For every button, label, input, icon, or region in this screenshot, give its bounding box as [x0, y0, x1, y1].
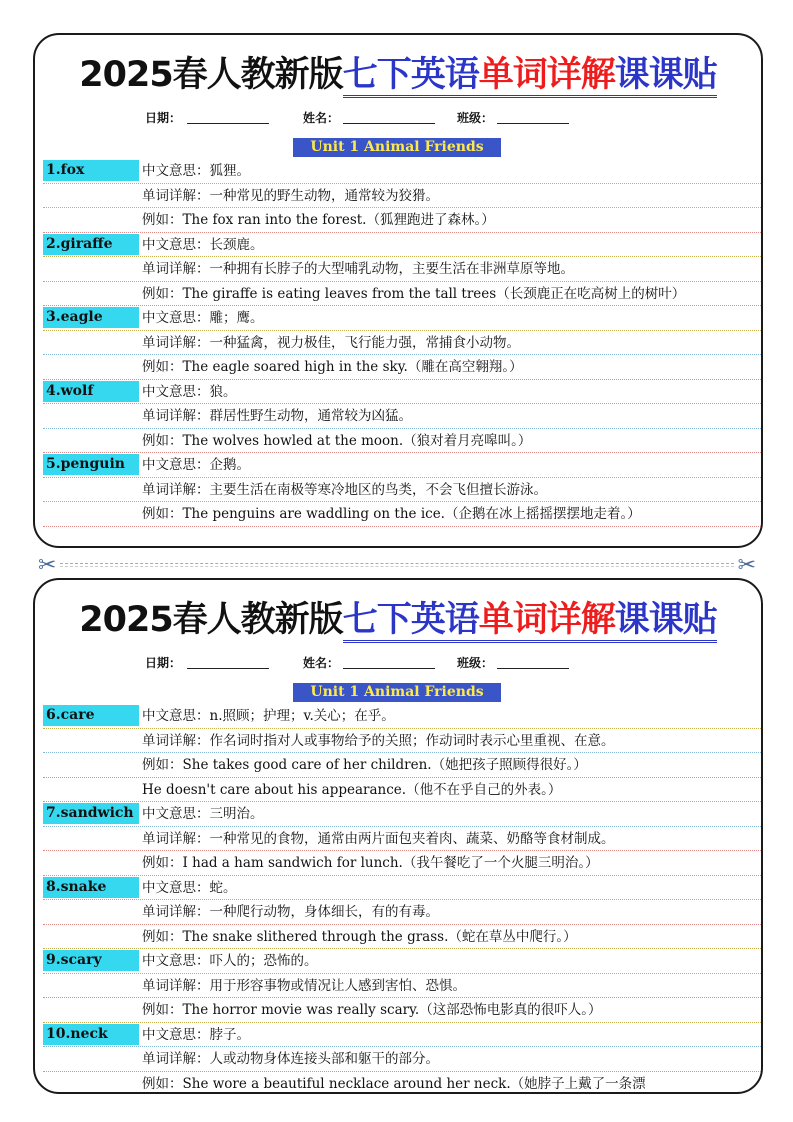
- explanation-text: 单词详解：作名词时指对人或事物给予的关照；作动词时表示心里重视、在意。: [142, 732, 615, 749]
- unit-banner: Unit 1 Animal Friends: [293, 138, 501, 157]
- entry-row: [43, 1047, 761, 1072]
- entry-row: [43, 1023, 761, 1048]
- name-blank[interactable]: [343, 668, 435, 669]
- entry-row: [43, 925, 761, 950]
- explanation-text: 单词详解：群居性野生动物，通常较为凶猛。: [142, 408, 412, 424]
- example-text: 例如：The penguins are waddling on the ice.（企鹅在冰上摇摇摆摆地走着。）: [142, 506, 641, 522]
- meaning-text: 中文意思：蛇。: [142, 879, 237, 896]
- word-list-2: [43, 704, 761, 1094]
- meaning-text: 中文意思：企鹅。: [142, 457, 250, 473]
- vocab-word: 4.wolf: [43, 381, 139, 402]
- dashed-divider: [60, 563, 734, 567]
- entry-row: [43, 802, 761, 827]
- date-label: 日期：: [145, 656, 182, 670]
- title-part-black: 2025春人教新版: [79, 600, 343, 640]
- example-text: 例如：The giraffe is eating leaves from the tall trees（长颈鹿正在吃高树上的树叶）: [142, 285, 686, 302]
- date-blank[interactable]: [187, 668, 269, 669]
- entry-row: [43, 949, 761, 974]
- entry-row: [43, 478, 761, 503]
- explanation-text: 单词详解：一种猛禽，视力极佳，飞行能力强，常捕食小动物。: [142, 334, 520, 351]
- class-blank[interactable]: [497, 668, 569, 669]
- vocab-card-1: [33, 33, 763, 548]
- cut-line: [38, 553, 756, 578]
- example-text: 例如：I had a ham sandwich for lunch.（我午餐吃了一个火腿三明治。）: [142, 855, 599, 871]
- info-fields-2: [145, 652, 761, 674]
- example-text: He doesn't care about his appearance.（他不在乎自己的外表。）: [142, 781, 562, 798]
- date-label: 日期：: [145, 111, 182, 125]
- entry-row: [43, 876, 761, 901]
- explanation-text: 单词详解：人或动物身体连接头部和躯干的部分。: [142, 1051, 439, 1067]
- scissors-icon: ✂: [38, 553, 57, 578]
- meaning-text: 中文意思：吓人的；恐怖的。: [142, 953, 318, 969]
- example-text: 例如：The eagle soared high in the sky.（雕在高空翱翔。）: [142, 359, 523, 375]
- vocab-word: 3.eagle: [43, 307, 139, 328]
- name-blank[interactable]: [343, 123, 435, 124]
- vocab-word: 1.fox: [43, 160, 139, 181]
- vocab-word: 5.penguin: [43, 454, 139, 475]
- page-title-2: [35, 594, 761, 646]
- class-blank[interactable]: [497, 123, 569, 124]
- entry-row: [43, 429, 761, 454]
- entry-row: [43, 851, 761, 876]
- example-text: 例如：The fox ran into the forest.（狐狸跑进了森林。）: [142, 212, 495, 228]
- entry-row: [43, 282, 761, 307]
- explanation-text: 单词详解：用于形容事物或情况让人感到害怕、恐惧。: [142, 977, 466, 994]
- meaning-text: 中文意思：狼。: [142, 383, 237, 400]
- entry-row: [43, 257, 761, 282]
- name-label: 姓名：: [303, 656, 340, 670]
- explanation-text: 单词详解：主要生活在南极等寒冷地区的鸟类，不会飞但擅长游泳。: [142, 481, 547, 498]
- entry-row: [43, 453, 761, 478]
- entry-row: [43, 355, 761, 380]
- meaning-text: 中文意思：雕；鹰。: [142, 310, 264, 326]
- explanation-text: 单词详解：一种拥有长脖子的大型哺乳动物，主要生活在非洲草原等地。: [142, 261, 574, 277]
- entry-row: [43, 306, 761, 331]
- vocab-card-2: [33, 578, 763, 1094]
- entry-row: [43, 184, 761, 209]
- word-list: [43, 159, 761, 527]
- vocab-word: 9.scary: [43, 950, 139, 971]
- meaning-text: 中文意思：三明治。: [142, 806, 264, 822]
- title-part-blue: 七下英语: [343, 55, 479, 98]
- class-label: 班级：: [457, 656, 494, 670]
- info-fields: [145, 107, 761, 129]
- example-text: 例如：The snake slithered through the grass.（蛇在草丛中爬行。）: [142, 928, 577, 945]
- example-text: 例如：The horror movie was really scary.（这部恐怖电影真的很吓人。）: [142, 1002, 602, 1018]
- vocab-word: 7.sandwich: [43, 803, 139, 824]
- entry-row: [43, 159, 761, 184]
- entry-row: [43, 233, 761, 258]
- title-part-red: 单词详解: [479, 600, 615, 643]
- entry-row: [43, 729, 761, 754]
- entry-row: [43, 753, 761, 778]
- title-part-blue-2: 课课贴: [615, 600, 717, 643]
- unit-banner-2: Unit 1 Animal Friends: [293, 683, 501, 702]
- explanation-text: 单词详解：一种常见的食物，通常由两片面包夹着肉、蔬菜、奶酪等食材制成。: [142, 830, 615, 847]
- class-label: 班级：: [457, 111, 494, 125]
- meaning-text: 中文意思：n.照顾；护理；v.关心；在乎。: [142, 708, 395, 724]
- entry-row: [43, 778, 761, 803]
- explanation-text: 单词详解：一种爬行动物，身体细长，有的有毒。: [142, 904, 439, 920]
- entry-row: [43, 974, 761, 999]
- example-text: 例如：The wolves howled at the moon.（狼对着月亮嗥叫。）: [142, 432, 532, 449]
- entry-row: [43, 208, 761, 233]
- title-part-red: 单词详解: [479, 55, 615, 98]
- entry-row: [43, 1072, 761, 1095]
- entry-row: [43, 331, 761, 356]
- vocab-word: 10.neck: [43, 1024, 139, 1045]
- entry-row: [43, 502, 761, 527]
- vocab-word: 6.care: [43, 705, 139, 726]
- name-label: 姓名：: [303, 111, 340, 125]
- date-blank[interactable]: [187, 123, 269, 124]
- page-title: [35, 49, 761, 101]
- vocab-word: 8.snake: [43, 877, 139, 898]
- entry-row: [43, 404, 761, 429]
- entry-row: [43, 827, 761, 852]
- example-text: 例如：She wore a beautiful necklace around her neck.（她脖子上戴了一条漂: [142, 1075, 646, 1092]
- title-part-blue-2: 课课贴: [615, 55, 717, 98]
- example-text: 例如：She takes good care of her children.（她把孩子照顾得很好。）: [142, 757, 587, 773]
- scissors-icon-right: ✂: [737, 553, 756, 578]
- entry-row: [43, 704, 761, 729]
- vocab-word: 2.giraffe: [43, 234, 139, 255]
- entry-row: [43, 900, 761, 925]
- explanation-text: 单词详解：一种常见的野生动物，通常较为狡猾。: [142, 187, 439, 204]
- title-part-black: 2025春人教新版: [79, 55, 343, 95]
- title-part-blue: 七下英语: [343, 600, 479, 643]
- entry-row: [43, 998, 761, 1023]
- meaning-text: 中文意思：长颈鹿。: [142, 236, 264, 253]
- meaning-text: 中文意思：狐狸。: [142, 163, 250, 179]
- entry-row: [43, 380, 761, 405]
- meaning-text: 中文意思：脖子。: [142, 1026, 250, 1043]
